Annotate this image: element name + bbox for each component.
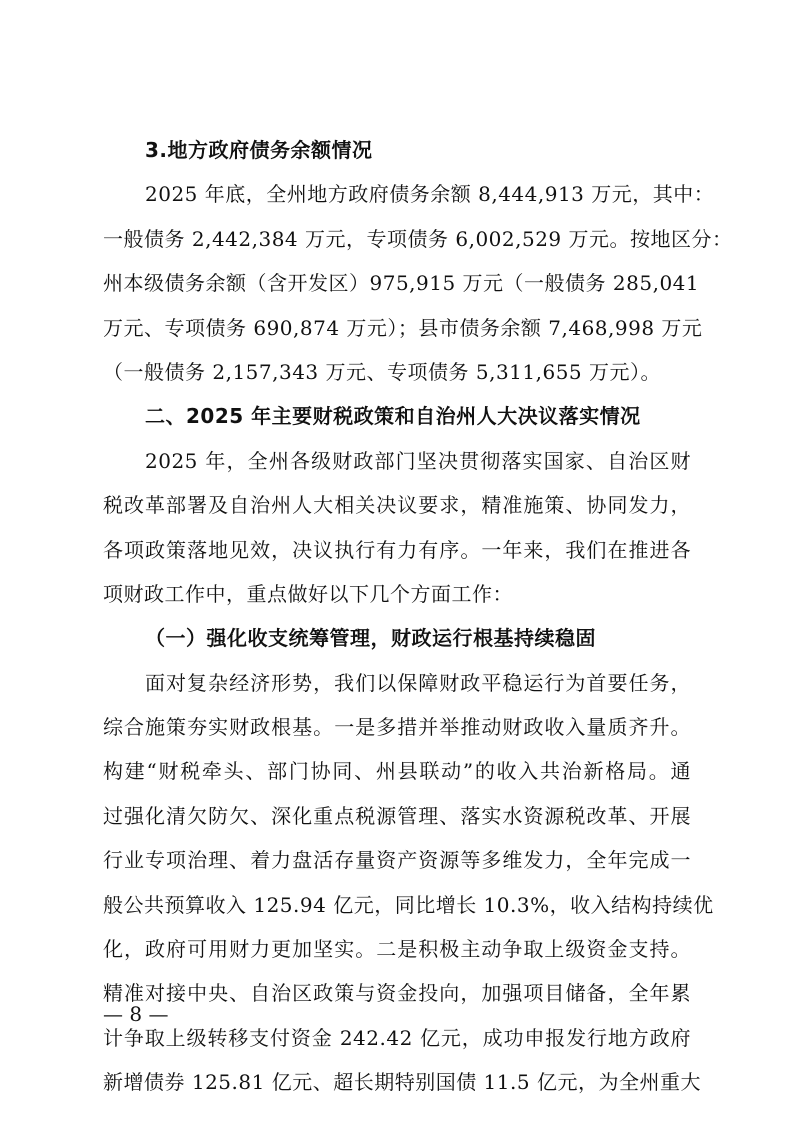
- paragraph-line: 过强化清欠防欠、深化重点税源管理、落实水资源税改革、开展: [103, 803, 691, 828]
- page-number: — 8 —: [103, 1002, 169, 1026]
- part-heading: 二、2025 年主要财税政策和自治州人大决议落实情况: [145, 404, 641, 429]
- paragraph-line: 各项政策落地见效，决议执行有力有序。一年来，我们在推进各: [103, 537, 691, 562]
- document-page: [103, 128, 733, 1105]
- paragraph-line: 项财政工作中，重点做好以下几个方面工作：: [103, 581, 513, 606]
- paragraph-line: 新增债券 125.81 亿元、超长期特别国债 11.5 亿元，为全州重大: [103, 1070, 701, 1095]
- paragraph-line: 化，政府可用财力更加坚实。二是积极主动争取上级资金支持。: [103, 937, 691, 962]
- paragraph-line: 2025 年底，全州地方政府债务余额 8,444,913 万元，其中：: [145, 182, 715, 207]
- paragraph-line: 万元、专项债务 690,874 万元）；县市债务余额 7,468,998 万元: [103, 315, 703, 340]
- paragraph-line: 综合施策夯实财政根基。一是多措并举推动财政收入量质齐升。: [103, 715, 691, 740]
- paragraph-line: 构建“财税牵头、部门协同、州县联动”的收入共治新格局。通: [103, 759, 691, 784]
- paragraph-line: 精准对接中央、自治区政策与资金投向，加强项目储备，全年累: [103, 981, 691, 1006]
- paragraph-line: 2025 年，全州各级财政部门坚决贯彻落实国家、自治区财: [145, 448, 691, 473]
- paragraph-line: 州本级债务余额（含开发区）975,915 万元（一般债务 285,041: [103, 271, 700, 296]
- paragraph-line: 计争取上级转移支付资金 242.42 亿元，成功申报发行地方政府: [103, 1025, 691, 1050]
- paragraph-line: 税改革部署及自治州人大相关决议要求，精准施策、协同发力，: [103, 493, 691, 518]
- paragraph-line: （一般债务 2,157,343 万元、专项债务 5,311,655 万元）。: [103, 359, 662, 384]
- section-heading: 3.地方政府债务余额情况: [145, 138, 373, 162]
- subsection-heading: （一）强化收支统筹管理，财政运行根基持续稳固: [145, 626, 596, 651]
- paragraph-line: 一般债务 2,442,384 万元，专项债务 6,002,529 万元。按地区分：: [103, 226, 733, 251]
- paragraph-line: 般公共预算收入 125.94 亿元，同比增长 10.3%，收入结构持续优: [103, 892, 714, 917]
- paragraph-line: 行业专项治理、着力盘活存量资产资源等多维发力，全年完成一: [103, 848, 691, 873]
- paragraph-line: 面对复杂经济形势，我们以保障财政平稳运行为首要任务，: [145, 670, 691, 695]
